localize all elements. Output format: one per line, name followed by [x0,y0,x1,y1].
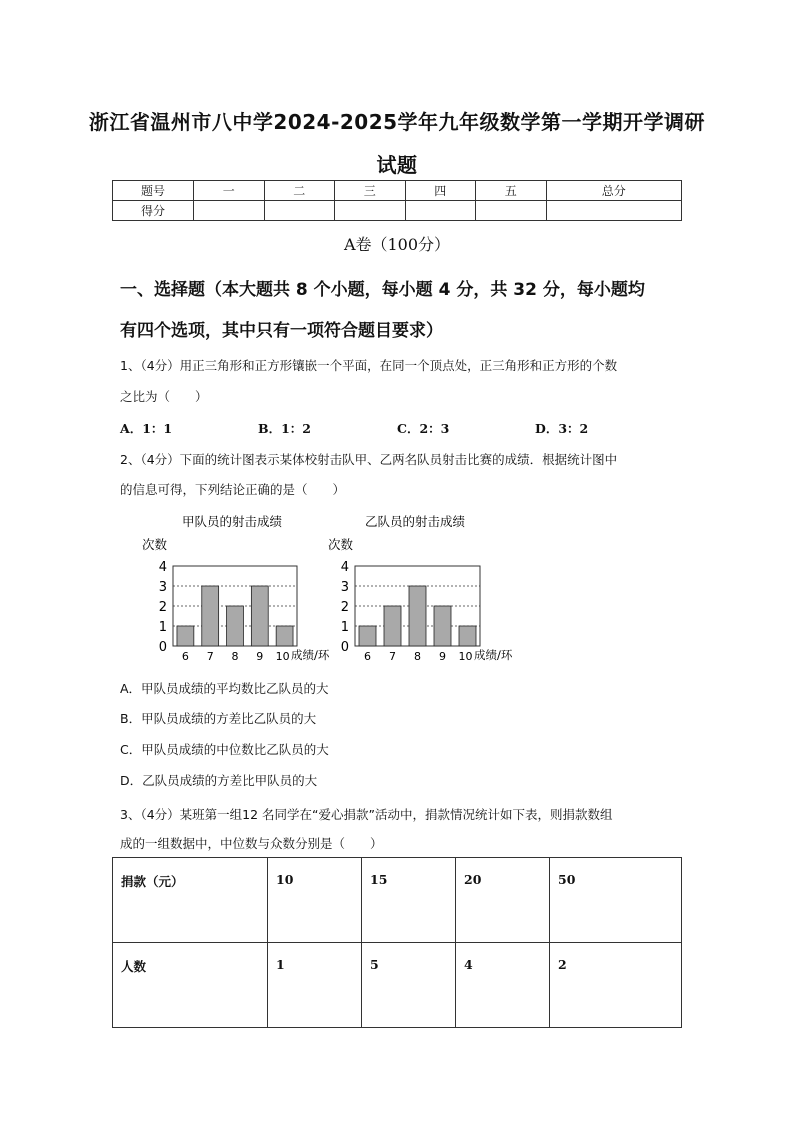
bar [409,586,426,646]
donation-cell: 4 [456,943,550,1028]
bar [227,606,244,646]
donation-cell: 50 [550,858,682,943]
q1-option-b: B．1：2 [258,421,311,436]
score-cell: 二 [264,181,335,201]
q2-option-c: C．甲队员成绩的中位数比乙队员的大 [120,742,329,757]
donation-row-count [113,943,682,1028]
x-tick-label: 9 [439,650,446,663]
section1-heading-line1: 一、选择题（本大题共 8 个小题，每小题 4 分，共 32 分，每小题均 [120,280,645,300]
chart-ylabel: 次数 [142,537,168,552]
donation-row-amount [113,858,682,943]
chart-xlabel: 成绩/环 [291,648,330,662]
bar [177,626,194,646]
document-title-line2: 试题 [376,153,418,177]
x-tick-label: 8 [414,650,421,663]
q2-option-d: D．乙队员成绩的方差比甲队员的大 [120,773,318,788]
x-tick-label: 7 [389,650,396,663]
x-tick-label: 6 [364,650,371,663]
y-tick-label: 2 [158,600,167,615]
section1-heading-line2: 有四个选项，其中只有一项符合题目要求） [120,321,443,341]
bar [359,626,376,646]
chart-title: 乙队员的射击成绩 [364,514,466,529]
x-tick-label: 10 [458,650,473,663]
x-tick-label: 7 [206,650,214,663]
score-cell: 题号 [113,181,194,201]
donation-cell: 5 [362,943,456,1028]
y-tick-label: 2 [340,600,349,615]
donation-cell: 15 [362,858,456,943]
donation-cell: 1 [268,943,362,1028]
chart-yi [328,514,513,663]
q1-stem-line1: 1、（4分）用正三角形和正方形镶嵌一个平面，在同一个顶点处，正三角形和正方形的个数 [120,358,618,373]
q3-stem-line2: 成的一组数据中，中位数与众数分别是（ ） [120,836,383,851]
document-title-line1: 浙江省温州市八中学2024-2025学年九年级数学第一学期开学调研 [88,110,706,134]
chart-jia [142,514,330,663]
y-tick-label: 3 [158,580,167,595]
q1-stem-line2: 之比为（ ） [120,389,208,404]
score-cell: 一 [194,181,265,201]
q2-option-a: A．甲队员成绩的平均数比乙队员的大 [120,681,329,696]
donation-table [112,857,682,1028]
x-tick-label: 6 [181,650,189,663]
q1-option-a: A．1：1 [120,421,173,436]
y-tick-label: 0 [340,640,349,655]
q3-stem-line1: 3、（4分）某班第一组12 名同学在“爱心捐款”活动中，捐款情况统计如下表，则捐款数组 [120,807,613,822]
donation-cell: 捐款（元） [113,858,268,943]
donation-cell: 10 [268,858,362,943]
q2-stem-line2: 的信息可得，下列结论正确的是（ ） [120,482,346,497]
bar [276,626,293,646]
y-tick-label: 4 [158,560,167,575]
score-cell: 三 [335,181,406,201]
x-tick-label: 8 [231,650,239,663]
bar [434,606,451,646]
donation-cell: 2 [550,943,682,1028]
donation-cell: 人数 [113,943,268,1028]
q1-option-d: D．3：2 [535,421,589,436]
chart-ylabel: 次数 [328,537,354,552]
paper-section-heading: A卷（100分） [343,235,451,254]
score-cell: 五 [476,181,547,201]
chart-xlabel: 成绩/环 [474,648,513,662]
y-tick-label: 0 [158,640,167,655]
donation-cell: 20 [456,858,550,943]
y-tick-label: 4 [340,560,349,575]
x-tick-label: 10 [275,650,290,663]
score-cell: 得分 [113,201,194,221]
bar [459,626,476,646]
q2-option-b: B．甲队员成绩的方差比乙队员的大 [120,711,317,726]
q2-stem-line1: 2、（4分）下面的统计图表示某体校射击队甲、乙两名队员射击比赛的成绩．根据统计图中 [120,452,618,467]
y-tick-label: 3 [340,580,349,595]
x-tick-label: 9 [256,650,264,663]
bar [384,606,401,646]
score-cell: 四 [405,181,476,201]
bar [202,586,219,646]
y-tick-label: 1 [340,620,349,635]
chart-title: 甲队员的射击成绩 [181,514,283,529]
q1-option-c: C．2：3 [397,421,450,436]
y-tick-label: 1 [158,620,167,635]
bar [251,586,268,646]
score-cell: 总分 [546,181,682,201]
